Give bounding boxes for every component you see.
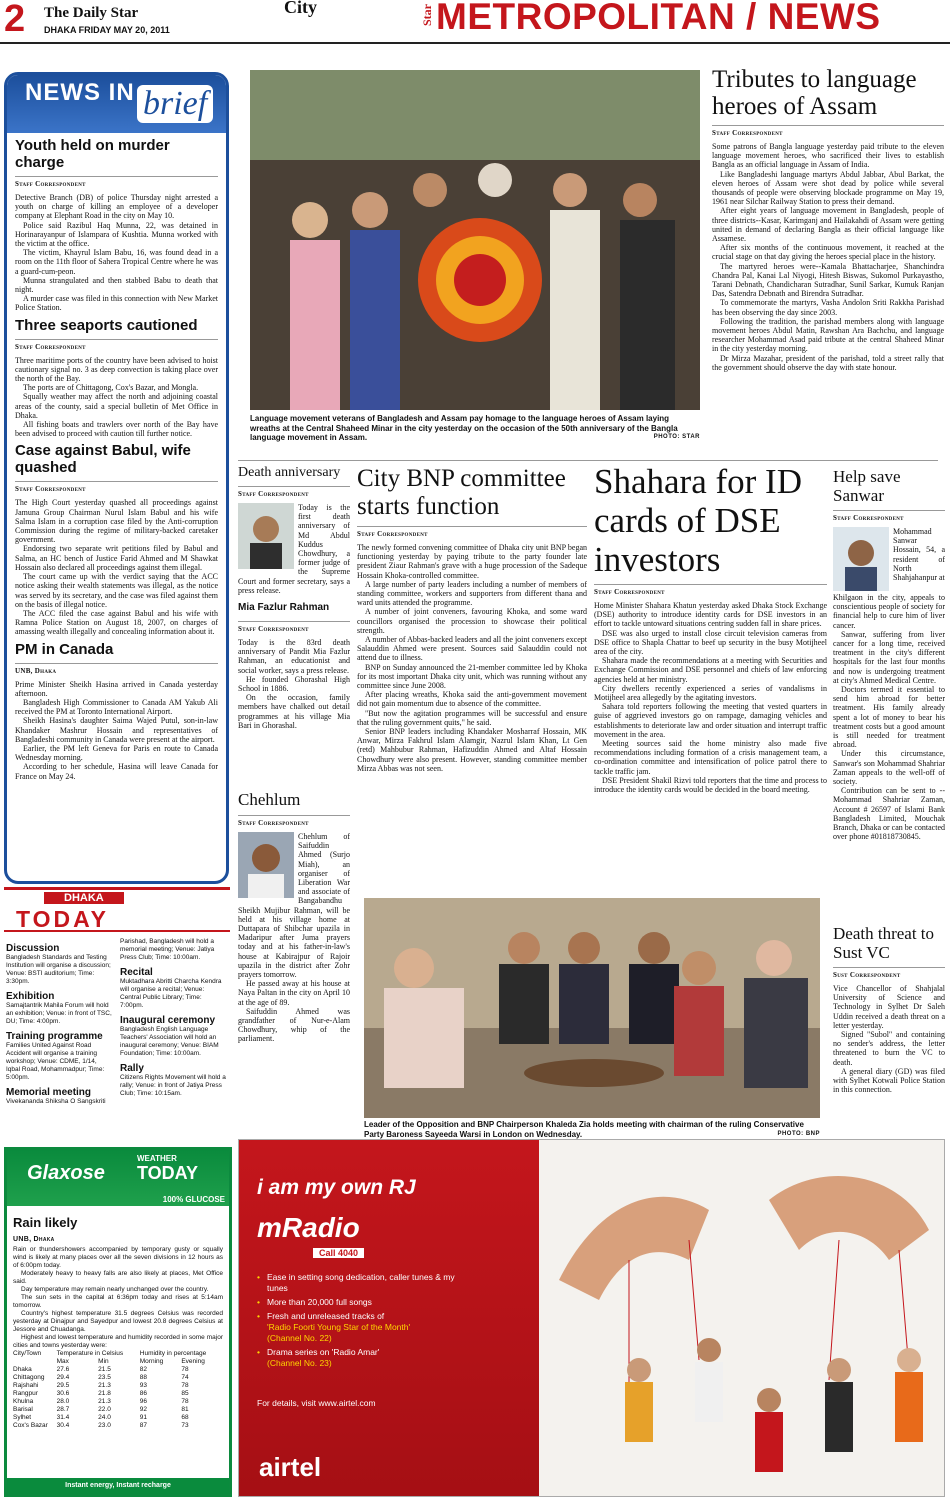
- page-title: METROPOLITAN / NEWS: [436, 0, 881, 37]
- ad-feature: [257, 1347, 457, 1369]
- table-cell: 22.0: [98, 1406, 111, 1413]
- weather-headline: Rain likely: [13, 1215, 78, 1230]
- table-row: [13, 1366, 223, 1374]
- paragraph: Sanwar, suffering from liver cancer for a long time, received treatment in the city's different hospitals for the last four months and now is undergoing treatment at city's Ahmed Medical Centre.: [833, 629, 945, 685]
- paragraph: Three maritime ports of the country have been advised to hoist cautionary signal no. 3 as deep convection is taking place over the north of the Bay.: [15, 355, 218, 384]
- ad-feature-text: Drama series on 'Radio Amar': [267, 1347, 380, 1357]
- paragraph: Home Minister Shahara Khatun yesterday asked Dhaka Stock Exchange (DSE) authority to introduce identity cards for DSE investors in an effort to tackle untoward situations centring sudden fall in share prices.: [594, 601, 827, 629]
- brief-byline: UNB, Dhaka: [15, 663, 218, 675]
- table-row: [13, 1406, 223, 1414]
- paragraph: After eight years of language movement in Bangladesh, people of three districts--Kasar, Karimganj and Hailakahdi of Assam were getting united in demand of declaring Bangla as their official language like Assamese.: [712, 206, 944, 244]
- death-byline: Staff Correspondent: [238, 486, 350, 498]
- table-cell: Dhaka: [13, 1366, 32, 1373]
- paragraph: After placing wreaths, Khoka said the anti-government movement did not gain momentum due to absence of the committee.: [357, 690, 587, 709]
- paragraph: Police said Razibul Haq Munna, 22, was detained in Horinarayanpur of Islampara of Kushtia. Munna worked with the victim at the office.: [15, 220, 218, 249]
- dhaka-today: [4, 887, 230, 1132]
- dateline: DHAKA FRIDAY MAY 20, 2011: [44, 25, 170, 35]
- ad-feature-text: (Channel No. 23): [267, 1358, 332, 1368]
- news-in-brief: [4, 72, 229, 884]
- photo-credit: PHOTO: BNP: [777, 1130, 820, 1137]
- table-cell: 30.4: [56, 1422, 70, 1429]
- th-temp: Temperature in Celsius: [56, 1350, 124, 1357]
- paragraph: "But now the agitation programmes will be successful and ensure that the ruling government quits," he said.: [357, 708, 587, 727]
- brief-headline: Case against Babul, wife quashed: [15, 442, 191, 477]
- table-cell: Barisal: [13, 1406, 33, 1413]
- table-cell: 23.0: [98, 1422, 111, 1429]
- paragraph: After six months of the continuous movement, it reached at the crucial stage on that day giving the heroes special place in the history.: [712, 243, 944, 262]
- weather-rows: [13, 1366, 223, 1430]
- table-cell: 21.8: [98, 1390, 111, 1397]
- today-header: [4, 890, 230, 932]
- paragraph: A murder case was filed in this connection with New Market Police Station.: [15, 294, 218, 313]
- table-cell: 24.0: [98, 1414, 111, 1421]
- event-text: Citizens Rights Movement will hold a rally; Venue: in front of Jatiya Press Club; Time: 10:15am.: [120, 1074, 226, 1097]
- paragraph: Prime Minister Sheikh Hasina arrived in Canada yesterday afternoon.: [15, 679, 218, 698]
- ad-feature-text: Ease in setting song dedication, caller tunes & my tunes: [267, 1272, 455, 1293]
- brief-headline: PM in Canada: [15, 640, 114, 658]
- paragraph: Dr Mirza Mazahar, president of the parishad, told a street rally that the government should observe the day with state honour.: [712, 353, 944, 372]
- table-cell: Khulna: [13, 1398, 34, 1405]
- table-cell: 78: [181, 1382, 189, 1389]
- ad-puppet-illustration: [539, 1140, 944, 1496]
- weather-byline: UNB, Dhaka: [13, 1236, 55, 1243]
- today-today: TODAY: [16, 906, 109, 932]
- death-sub: Mia Fazlur Rahman: [238, 602, 330, 614]
- table-cell: 28.7: [56, 1406, 70, 1413]
- paragraph: The ports are of Chittagong, Cox's Bazar, and Mongla.: [23, 383, 199, 393]
- today-column-1: [6, 938, 112, 1106]
- weather-box: [4, 1147, 232, 1497]
- paragraph: Bangladesh High Commissioner to Canada AM Yakub Ali received the PM at Toronto International Airport.: [15, 697, 218, 717]
- ad-features: [257, 1272, 457, 1372]
- page-number: 2: [4, 0, 26, 40]
- threat-byline: Sust Correspondent: [833, 967, 945, 979]
- paragraph: Sheikh Hasina's daughter Saima Wajed Putul, son-in-law Khandaker Mashrur Hossain and representatives of Bangladeshi community in Canada were present at the airport.: [15, 716, 218, 744]
- table-cell: 27.6: [56, 1366, 70, 1373]
- event-heading: Rally: [120, 1063, 144, 1074]
- table-cell: 87: [139, 1422, 147, 1429]
- event-text: Families United Against Road Accident will organise a training workshop; Venue: CDME, 1/14, Iqbal Road, Mohammadpur; Time: 5:00pm.: [6, 1042, 105, 1081]
- sanwar-body: [833, 593, 945, 841]
- table-cell: Sylhet: [13, 1414, 32, 1421]
- paragraph: BNP on Sunday announced the 21-member committee led by Khoka for its most important Dhaka city unit, which was running without any committee since June 2008.: [357, 662, 587, 691]
- weather-label: WEATHER: [137, 1154, 177, 1163]
- paragraph: Like Bangladeshi language martyrs Abdul Jabbar, Abul Barkat, the eleven heroes of Assam were shot dead by police while several thousands of people were observing blockade programme on May 19, 1961 near Silchar Railway Station to press their demand.: [712, 169, 944, 207]
- table-cell: 74: [181, 1374, 189, 1381]
- divider: [238, 460, 938, 461]
- death-byline2: Staff Correspondent: [238, 621, 350, 633]
- today-column-2: [120, 938, 226, 1098]
- th-max: Max: [56, 1358, 69, 1365]
- bnp-meeting-photo: [364, 898, 820, 1118]
- event-heading: Recital: [120, 967, 153, 978]
- sanwar-story: [833, 467, 945, 922]
- th-hum: Humidity in percentage: [139, 1350, 207, 1357]
- table-cell: 29.5: [56, 1382, 70, 1389]
- paragraph: He founded Ghorashal High School in 1886.: [238, 674, 350, 694]
- ad-mradio: mRadio: [257, 1212, 360, 1243]
- event-text: Vivekananda Shiksha O Sangskriti: [6, 1098, 106, 1105]
- th-city: City/Town: [13, 1350, 42, 1357]
- ad-feature: [257, 1297, 457, 1308]
- table-cell: 73: [181, 1422, 189, 1429]
- bnp-headline: City BNP committee starts function: [357, 465, 566, 520]
- shahara-headline: Shahara for ID cards of DSE investors: [594, 462, 802, 579]
- event-text: Samajtantrik Mahila Forum will hold an exhibition; Venue: in front of TSC, DU; Time: 4:00pm.: [6, 1002, 112, 1025]
- paragraph: Senior BNP leaders including Khandaker Mosharraf Hossain, MK Anwar, Mirza Fakhrul Islam Alamgir, Nazrul Islam Khan, Lt Gen (retd) Mahbubur Rahman, Hafizuddin Ahmed and Altaf Hossain Chowdhury were also present. However, standing committee member Mirza Abbas was not seen.: [357, 727, 587, 773]
- paragraph: Rain or thundershowers accompanied by temporary gusty or squally wind is likely at many places over all the seven divisions in 12 hours as of 6:00pm today.: [13, 1246, 223, 1269]
- paragraph: Following the tradition, the parishad members along with language movement heroes Abdul Matin, Rawshan Ara Bachchu, and language researcher Mohammad Asad paid tribute at the central Shaheed Minar in the city yesterday morning.: [712, 316, 944, 354]
- paragraph: All fishing boats and trawlers over north of the Bay have been advised to proceed with caution till further notice.: [15, 420, 218, 439]
- paragraph: The ACC filed the case against Babul and his wife with Ramna Police Station on August 18, 2007, on charges of amassing wealth illegally and concealing information about it.: [15, 608, 218, 637]
- paragraph: Detective Branch (DB) of police Thursday night arrested a youth on charge of killing an employee of a developer company at Elephant Road in the city on May 10.: [15, 193, 218, 221]
- paragraph: Shahara made the recommendations at a meeting with Securities and Exchange Commission and DSE personnel and chiefs of law enforcing agencies held at her ministry.: [594, 656, 827, 684]
- weather-table: [13, 1350, 223, 1430]
- event-text: Bangladesh Standards and Testing Institution will organise a discussion; Venue: BSTI auditorium; Time: 3:30pm.: [6, 954, 111, 985]
- photo-credit: PHOTO: STAR: [653, 434, 700, 441]
- bnp-story: [357, 465, 587, 885]
- paragraph: The High Court yesterday quashed all proceedings against Jamuna Group Chairman Nurul Islam Babul and his wife Salma Islam in a corruption case filed by the Anti-corruption Commission during the regime of military-backed caretaker government.: [15, 498, 218, 545]
- tributes-byline: Staff Correspondent: [712, 125, 944, 137]
- table-cell: 21.3: [98, 1398, 111, 1405]
- th-min: Min: [98, 1358, 109, 1365]
- paragraph: Khilgaon in the city, appeals to conscientious people of society for financial help to cure him of liver cancer.: [833, 593, 945, 630]
- ad-feature: [257, 1272, 457, 1294]
- main-photo-image: [250, 70, 700, 410]
- event-text: Muktadhara Abritti Charcha Kendra will organise a recital; Venue: Central Public Library; Time: 7:00pm.: [120, 978, 222, 1009]
- portrait-photo: [238, 503, 294, 569]
- table-row: [13, 1422, 223, 1430]
- table-cell: Chittagong: [13, 1374, 45, 1381]
- ad-details[interactable]: For details, visit www.airtel.com: [257, 1398, 376, 1408]
- main-photo-caption: Language movement veterans of Bangladesh and Assam pay homage to the language heroes of Assam laying wreaths at the Central Shaheed Minar in the city yesterday on the occasion of the 50th anniversary of the Bangla language movement in Assam. PHOTO: STAR: [250, 414, 700, 443]
- paragraph: Endorsing two separate writ petitions filed by Babul and Salma, an HC bench of Justice Farid Ahmed and M Shawkat Hossain also declared all proceedings against them illegal.: [15, 544, 218, 572]
- paragraph: Vice Chancellor of Shahjalal University of Science and Technology in Sylhet Dr Saleh Uddin received a death threat on a letter yesterday.: [833, 984, 945, 1030]
- event-heading: Discussion: [6, 943, 60, 954]
- paragraph: Today is the 83rd death anniversary of Pandit Mia Fazlur Rahman, an educationist and social worker, says a press release.: [238, 638, 350, 675]
- weather-text: [13, 1246, 223, 1350]
- shahara-story: [594, 462, 827, 882]
- th-evening: Evening: [181, 1358, 205, 1365]
- table-cell: 86: [139, 1390, 147, 1397]
- table-cell: 88: [139, 1374, 147, 1381]
- weather-body: [7, 1206, 229, 1438]
- paragraph: The martyred heroes were--Kamala Bhattacharjee, Shanchindra Chandra Pal, Kanai Lal Niyogi, Hitesh Biswas, Sukomol Purkayastho, Tarani Debnath, Chandicharan Sutradhar, Sunil Sarkar, Kumuk Ranjan Das, Satendra Debnath and Birendra Sutradhar.: [712, 261, 944, 299]
- paragraph: DSE was also urged to install close circuit television cameras from DSE office to Shapla Chattar to beef up security in the busy Motijheel area of the city.: [594, 628, 827, 657]
- brief-headline: Youth held on murder charge: [15, 137, 170, 171]
- paragraph: Under this circumstance, Sanwar's son Mohammad Shahriar Zaman appeals to the well-off of society.: [833, 749, 945, 787]
- table-cell: Rajshahi: [13, 1382, 39, 1389]
- ad-feature-text: 'Radio Foorti Young Star of the Month': [267, 1322, 411, 1332]
- table-cell: Cox's Bazar: [13, 1422, 48, 1429]
- paragraph: The sun sets in the capital at 6:36pm today and rises at 5:14am tomorrow.: [13, 1294, 223, 1309]
- brief-headline: Three seaports cautioned: [15, 316, 198, 334]
- event-text: Bangladesh English Language Teachers' Association will hold an inaugural ceremony; Venue: BIAM Foundation; Time: 10:00am.: [120, 1026, 219, 1057]
- section-label: City: [284, 0, 317, 17]
- ad-call: Call 4040: [313, 1248, 364, 1258]
- paragraph: He passed away at his house at Naya Paltan in the city on April 10 at the age of 89.: [238, 979, 350, 1007]
- tributes-story: [712, 66, 944, 460]
- paragraph: Munna strangulated and then stabbed Babu to death that night.: [15, 275, 218, 295]
- weather-today-label: TODAY: [137, 1163, 199, 1183]
- today-dhaka: DHAKA: [44, 892, 124, 904]
- brief-items: [15, 137, 218, 781]
- brief-byline: Staff Correspondent: [15, 481, 218, 493]
- table-cell: 92: [139, 1406, 147, 1413]
- chehlum-byline: Staff Correspondent: [238, 815, 350, 827]
- event-heading: Exhibition: [6, 991, 55, 1002]
- death-label: Death anniversary: [238, 465, 341, 480]
- table-cell: 30.6: [56, 1390, 70, 1397]
- table-row: [13, 1414, 223, 1422]
- brief-banner: [7, 75, 226, 133]
- bnp-meeting-caption: Leader of the Opposition and BNP Chairperson Khaleda Zia holds meeting with chairman of the ruling Conservative Party Baroness Sayeeda Warsi in London on Wednesday. PHOTO: BNP: [364, 1120, 820, 1139]
- shahara-body: [594, 601, 827, 794]
- paragraph: Doctors termed it essential to send him abroad for better treatment. His family already spent a lot of money to bear his treatment costs but a good amount is still needed for treatment abroad.: [833, 685, 945, 750]
- paragraph: To commemorate the martyrs, Vasha Andolon Sriti Rakkha Parishad has been observing the day since 2003.: [712, 298, 944, 317]
- table-row: [13, 1390, 223, 1398]
- brief-byline: Staff Correspondent: [15, 339, 218, 351]
- bnp-meeting-image: [364, 898, 820, 1118]
- table-cell: 91: [139, 1414, 147, 1421]
- shahara-byline: Staff Correspondent: [594, 584, 827, 596]
- main-photo: [250, 70, 700, 410]
- table-cell: 78: [181, 1366, 189, 1373]
- threat-headline: Death threat to Sust VC: [833, 924, 935, 962]
- table-cell: 78: [181, 1398, 189, 1405]
- table-cell: 31.4: [56, 1414, 70, 1421]
- paragraph: Country's highest temperature 31.5 degrees Celsius was recorded yesterday at Dinajpur and Sayedpur and lowest 20.8 degrees Celsius at Jessore and Chuadanga.: [13, 1310, 223, 1333]
- paragraph: Highest and lowest temperature and humidity recorded in some major cities and towns yesterday were:: [13, 1334, 223, 1349]
- threat-body: [833, 984, 945, 1094]
- threat-story: [833, 924, 945, 1124]
- paragraph: A number of joint conveners, favouring Khoka, and some ward councillors organised the procession to showcase their political strength.: [357, 607, 587, 635]
- table-cell: 81: [181, 1406, 189, 1413]
- paragraph: According to her schedule, Hasina will leave Canada for France on May 24.: [15, 762, 218, 781]
- brief-banner-news: NEWS IN: [25, 79, 135, 106]
- th-morning: Morning: [139, 1358, 164, 1365]
- table-cell: 93: [139, 1382, 147, 1389]
- paragraph: Meeting sources said the home ministry also made five recommendations including formation of a crisis management team, a co-ordination committee and intensification of police patrol there to tackle traffic jam.: [594, 739, 827, 776]
- weather-footer: Instant energy, Instant recharge: [7, 1478, 229, 1494]
- airtel-ad[interactable]: [238, 1139, 945, 1497]
- table-row: [13, 1382, 223, 1390]
- sanwar-first: Mohammad Sanwar Hossain, 54, a resident of North Shahjahanpur at: [893, 527, 945, 583]
- table-cell: 85: [181, 1390, 189, 1397]
- paper-name: The Daily Star: [44, 5, 139, 21]
- ad-feature-text: (Channel No. 22): [267, 1333, 332, 1343]
- masthead: [0, 0, 950, 44]
- paragraph: Contribution can be sent to -- Mohammad Shahriar Zaman, Account # 26597 of Islami Bank Bangladesh Limited, Mouchak Branch, Dhaka or can be contacted over phone #01818730845.: [833, 786, 945, 842]
- weather-banner: [7, 1150, 229, 1206]
- paragraph: A large number of party leaders including a number of members of standing committee, workers and supporters from different thana and ward units attended the programme.: [357, 579, 587, 608]
- table-cell: 21.5: [98, 1366, 111, 1373]
- paragraph: DSE President Shakil Rizvi told reporters that the time and process to introduce the identity cards would be decided in the board meeting.: [594, 775, 827, 795]
- paragraph: Sahara told reporters following the meeting that vested quarters in guise of aggrieved investors go on rampage, damaging vehicles and establishments to deteriorate law and order situation and interrupt traffic movement in the area.: [594, 702, 827, 739]
- paragraph: On the occasion, family members have chalked out detail programmes at his village Mia Bari in Ghorashal.: [238, 693, 350, 730]
- portrait-photo: [833, 527, 889, 591]
- table-cell: 96: [139, 1398, 147, 1405]
- table-cell: 23.5: [98, 1374, 111, 1381]
- paragraph: The victim, Khayrul Islam Babu, 16, was found dead in a room on the 11th floor of Sahera Tropical Centre where he was a guard-cum-peon.: [15, 248, 218, 276]
- bnp-body: [357, 543, 587, 773]
- tributes-body: [712, 142, 944, 372]
- airtel-logo: airtel: [259, 1452, 322, 1482]
- paragraph: City dwellers recently experienced a series of vandalisms in Motijheel area allegedly by the agitating investors.: [594, 683, 827, 703]
- chehlum-story: [238, 790, 350, 1120]
- table-row: [13, 1374, 223, 1382]
- table-row: [13, 1398, 223, 1406]
- paragraph: Moderately heavy to heavy falls are also likely at places, Met Office said.: [13, 1270, 223, 1285]
- table-cell: 21.3: [98, 1382, 111, 1389]
- paragraph: A number of Abbas-backed leaders and all the joint conveners except Salauddin Ahmed were present. Sources said Salauddin could not attend due to illness.: [357, 635, 587, 663]
- ad-feature-text: More than 20,000 full songs: [267, 1297, 372, 1307]
- table-cell: 82: [139, 1366, 147, 1373]
- glaxose-logo: Glaxose: [27, 1162, 105, 1184]
- sanwar-headline: Help save Sanwar: [833, 467, 901, 505]
- paragraph: Chehlum of Saifuddin Ahmed (Surjo Miah), an organiser of Liberation War and associate of Bangabandhu Sheikh Mujibur Rahman, will be held at his village home at Duttapara of Shibchar upazila in Madaripur after Juma prayers today and at his father-in-law's house at Kabirajpur of Rajoir upazila in the district after Zohr prayers tomorrow.: [238, 832, 350, 980]
- death-anniversary: [238, 465, 350, 785]
- ad-red-panel: [239, 1140, 539, 1497]
- sanwar-byline: Staff Correspondent: [833, 510, 945, 522]
- weather-today: [137, 1154, 198, 1184]
- paragraph: Earlier, the PM left Geneva for Paris en route to Canada Wednesday morning.: [15, 743, 218, 763]
- table-cell: 29.4: [56, 1374, 70, 1381]
- event-heading: Memorial meeting: [6, 1087, 92, 1098]
- table-cell: 68: [181, 1414, 189, 1421]
- paragraph: Saifuddin Ahmed was grandfather of Nur-e-Alam Chowdhury, whip of the parliament.: [238, 1006, 350, 1044]
- ad-headline: i am my own RJ: [257, 1176, 416, 1199]
- death-first: Today is the first death anniversary of Md Abdul Kuddus Chowdhury, a former judge of the Supreme Court and former secretary, says a press release.: [238, 503, 350, 595]
- portrait-photo: [238, 832, 294, 898]
- paragraph: The newly formed convening committee of Dhaka city unit BNP began functioning yesterday by paying tribute to the party founder late president Ziaur Rahman's grave with a huge procession of the Sadeque Hossain Khoka-controlled committee.: [357, 543, 587, 580]
- paragraph: Day temperature may remain nearly unchanged over the country.: [21, 1286, 209, 1293]
- table-cell: Rangpur: [13, 1390, 38, 1397]
- brief-byline: Staff Correspondent: [15, 176, 218, 188]
- glucose-label: 100% GLUCOSE: [162, 1195, 225, 1204]
- ad-feature-text: Fresh and unreleased tracks of: [267, 1311, 385, 1321]
- paragraph: The court came up with the verdict saying that the ACC notice asking their wealth statements was illegal, as the notice was served by its secretary, and the case was filed against them on the basis of illegal notice.: [15, 572, 218, 609]
- paragraph: Some patrons of Bangla language yesterday paid tribute to the eleven language movement heroes, who sacrificed their lives to establish Bangla as an official language in Assam of India.: [712, 142, 944, 170]
- star-logo: Star: [420, 4, 434, 26]
- tributes-headline: Tributes to language heroes of Assam: [712, 66, 917, 120]
- table-cell: 28.0: [56, 1398, 70, 1405]
- bnp-byline: Staff Correspondent: [357, 526, 587, 538]
- paragraph: Signed "Subol" and containing no sender's address, the letter threatened to burn the VC to death.: [833, 1030, 945, 1067]
- chehlum-headline: Chehlum: [238, 790, 301, 809]
- paragraph: Squally weather may affect the north and adjoining coastal areas of the county, said a special bulletin of Met Office in Dhaka.: [15, 392, 218, 420]
- death-body2: [238, 638, 350, 730]
- event-heading: Training programme: [6, 1031, 103, 1042]
- event-text: Parishad, Bangladesh will hold a memorial meeting; Venue: Jatiya Press Club; Time: 10:00am.: [120, 938, 215, 961]
- ad-feature: [257, 1311, 457, 1344]
- event-heading: Inaugural ceremony: [120, 1015, 216, 1026]
- paragraph: A general diary (GD) was filed with Sylhet Kotwali Police Station in this connection.: [833, 1066, 945, 1095]
- brief-banner-brief: brief: [137, 85, 213, 123]
